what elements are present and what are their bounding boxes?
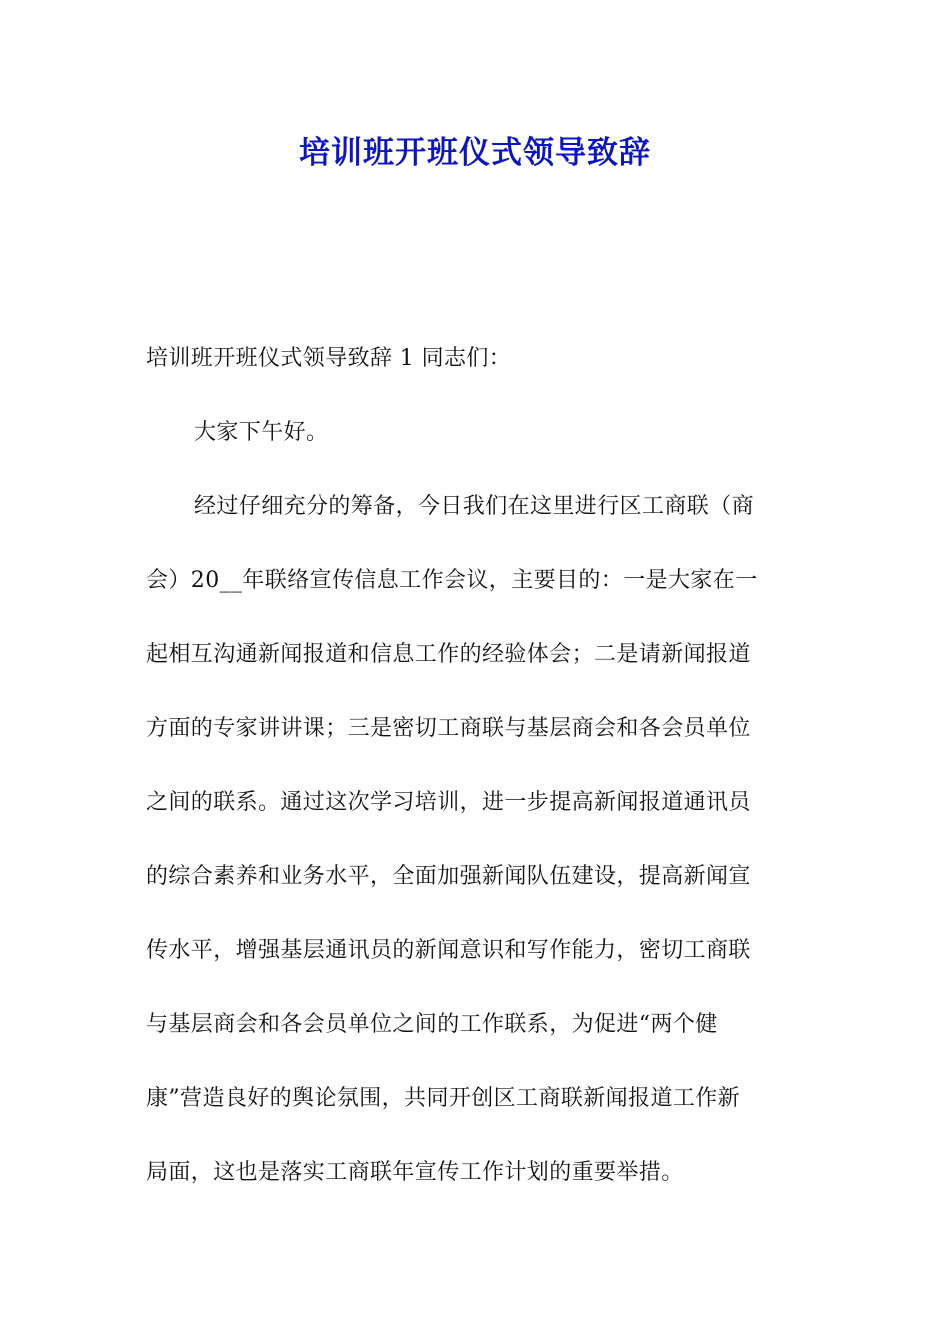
body-line: 之间的联系。通过这次学习培训，进一步提高新闻报道通讯员: [146, 790, 751, 815]
body-line-last: 局面，这也是落实工商联年宣传工作计划的重要举措。: [146, 1160, 684, 1185]
body-line: 与基层商会和各会员单位之间的工作联系，为促进“两个健: [146, 1012, 718, 1037]
body-line: 会）20__年联络宣传信息工作会议，主要目的：一是大家在一: [146, 568, 758, 593]
body-line-paragraph-start: 经过仔细充分的筹备，今日我们在这里进行区工商联（商: [194, 494, 755, 519]
body-line: 康”营造良好的舆论氛围，共同开创区工商联新闻报道工作新: [146, 1086, 741, 1111]
document-body: [146, 322, 808, 1210]
body-line-greeting: 培训班开班仪式领导致辞 1 同志们：: [146, 346, 512, 371]
document-title: 培训班开班仪式领导致辞: [299, 135, 651, 171]
body-line: 方面的专家讲讲课；三是密切工商联与基层商会和各会员单位: [146, 716, 751, 741]
body-line-salutation: 大家下午好。: [194, 420, 329, 445]
body-line: 的综合素养和业务水平，全面加强新闻队伍建设，提高新闻宣: [146, 864, 751, 889]
body-line: 传水平，增强基层通讯员的新闻意识和写作能力，密切工商联: [146, 938, 751, 963]
body-line: 起相互沟通新闻报道和信息工作的经验体会；二是请新闻报道: [146, 642, 751, 667]
